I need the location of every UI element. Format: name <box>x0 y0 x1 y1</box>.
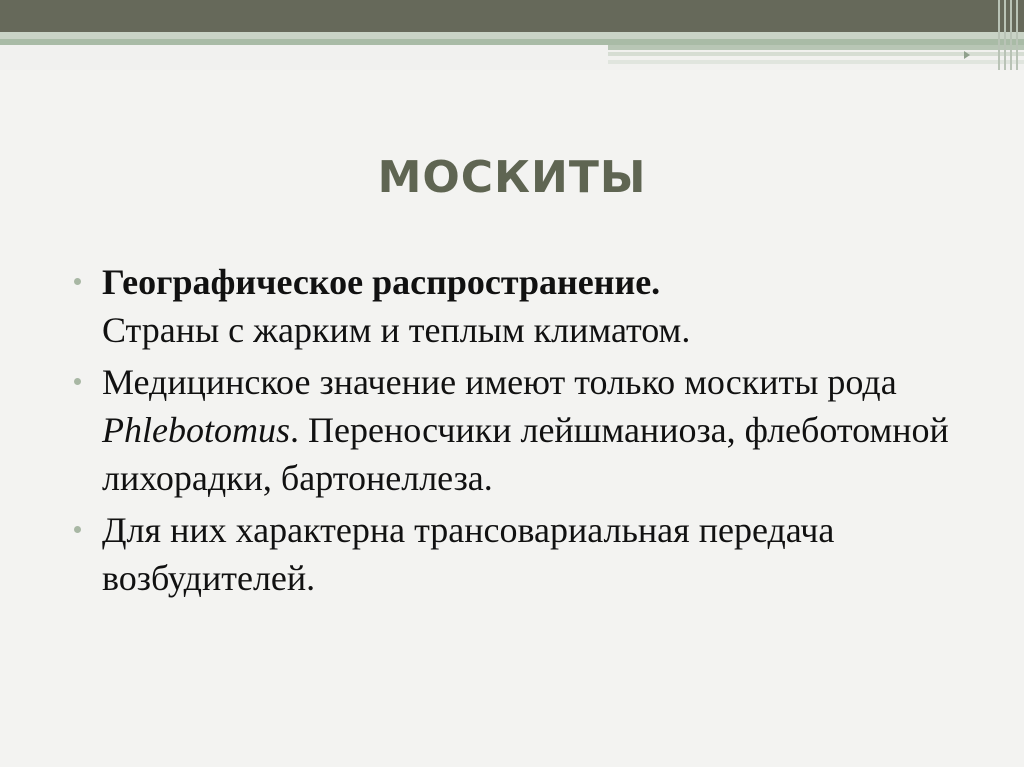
bullet-text: . Переносчики лейшманиоза, флеботомной лихорадки, бартонеллеза. <box>102 410 949 498</box>
top-banner <box>0 0 1024 32</box>
genus-name: Phlebotomus <box>102 410 290 450</box>
bullet-icon <box>74 278 81 285</box>
triangle-marker-icon <box>964 51 970 59</box>
bullet-icon <box>74 378 81 385</box>
bullet-text: Для них характерна трансовариальная передача возбудителей. <box>102 510 835 598</box>
bullet-text: Страны с жарким и теплым климатом. <box>102 310 691 350</box>
bullet-item <box>74 258 954 354</box>
decor-stripe <box>608 52 1024 56</box>
decor-stripe <box>608 45 1024 50</box>
bullet-lead: Географическое распространение. <box>102 262 661 302</box>
bullet-item <box>74 358 954 502</box>
bullet-list <box>74 258 954 606</box>
bullet-item <box>74 506 954 602</box>
decor-stripe <box>608 60 1024 64</box>
bullet-icon <box>74 526 81 533</box>
decor-stripe <box>0 32 1024 39</box>
decor-vertical-lines <box>992 0 1024 70</box>
bullet-text: Медицинское значение имеют только москиты рода <box>102 362 897 402</box>
slide-title: МОСКИТЫ <box>377 152 647 203</box>
